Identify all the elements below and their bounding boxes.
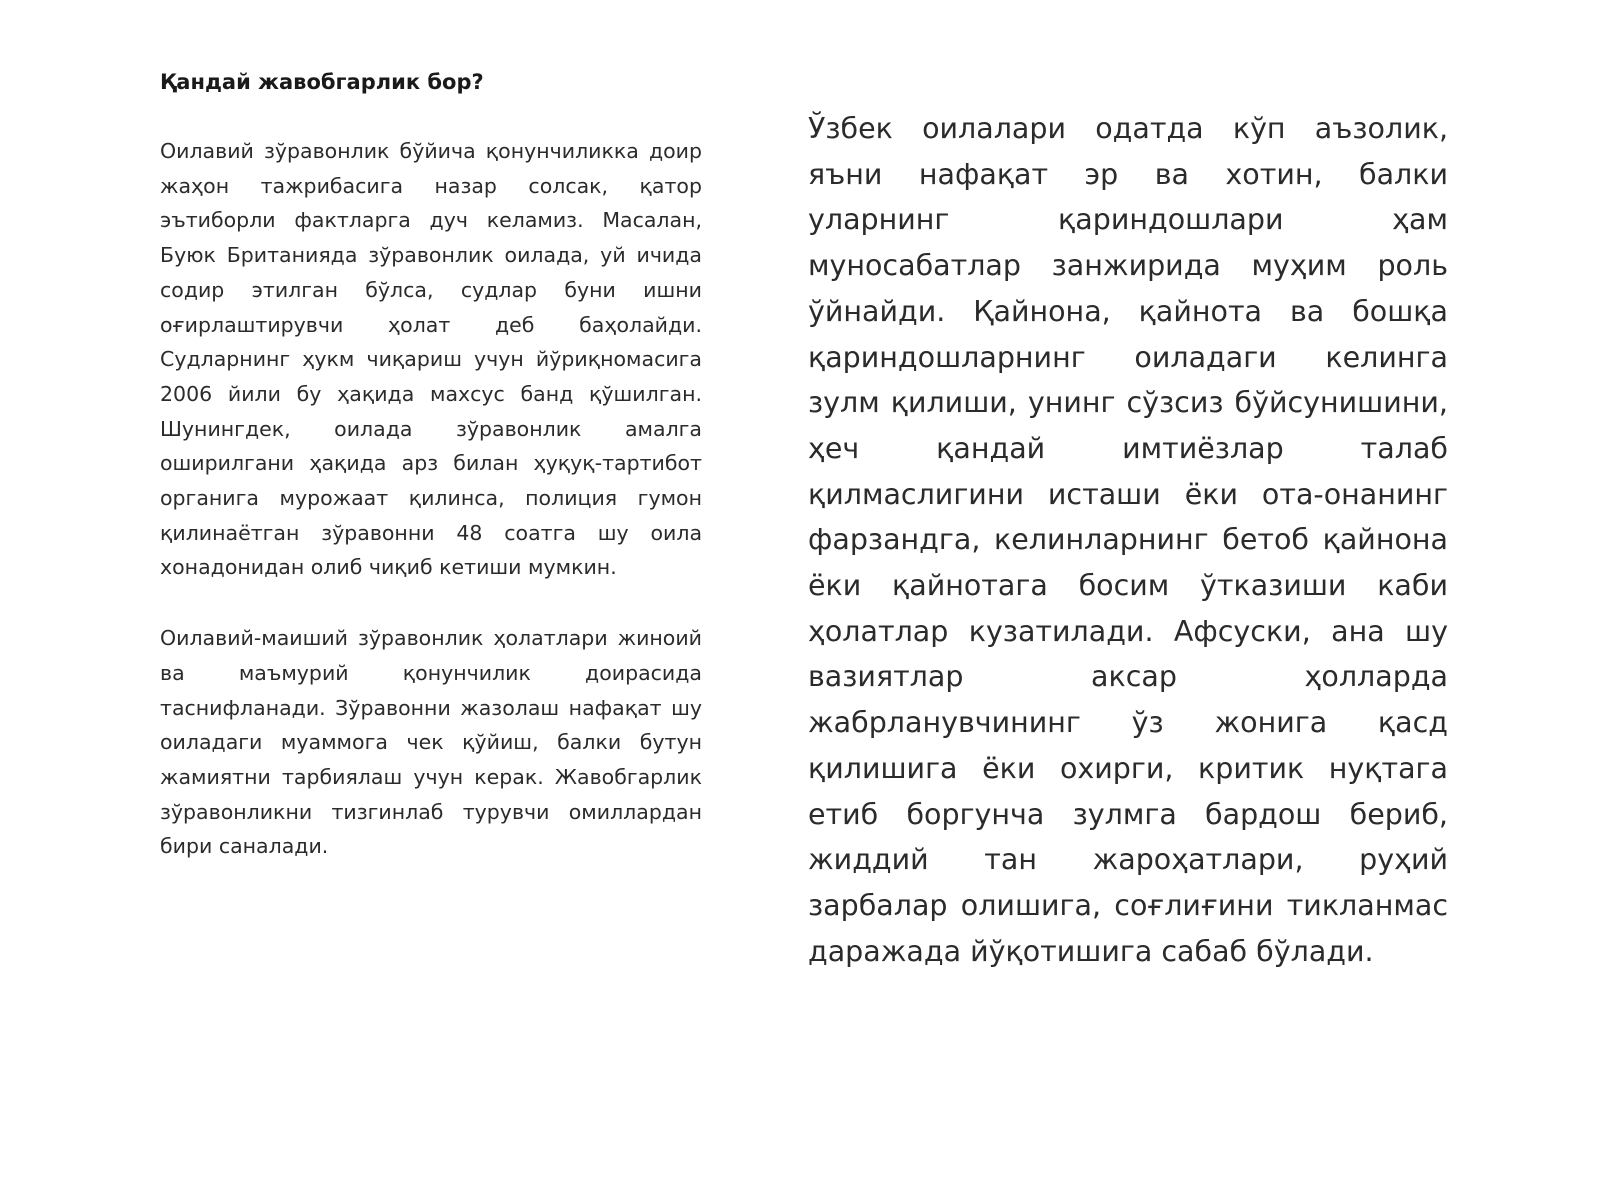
left-paragraph-1: Оилавий зўравонлик бўйича қонунчиликка доир жаҳон тажрибасига назар солсак, қатор эътиборли фактларга дуч келамиз. Масалан, Буюк Британияда зўравонлик оилада, уй ичида содир этилган бўлса, судлар буни ишни оғирлаштирувчи ҳолат деб баҳолайди. Судларнинг ҳукм чиқариш учун йўриқномасига 2006 йили бу ҳақида махсус банд қўшилган. Шунингдек, оилада зўравонлик амалга оширилгани ҳақида арз билан ҳуқуқ-тартибот органига мурожаат қилинса, полиция гумон қилинаётган зўравонни 48 соатга шу оила хонадонидан олиб чиқиб кетиши мумкин. xyxy=(160,139,702,580)
left-paragraph-2: Оилавий-маиший зўравонлик ҳолатлари жиноий ва маъмурий қонунчилик доирасида таснифланади. Зўравонни жазолаш нафақат шу оиладаги муаммога чек қўйиш, балки бутун жамиятни тарбиялаш учун керак. Жавобгарлик зўравонликни тизгинлаб турувчи омиллардан бири саналади. xyxy=(160,626,702,859)
right-paragraph: Ўзбек оилалари одатда кўп аъзолик, яъни нафақат эр ва хотин, балки уларнинг қариндошлари ҳам муносабатлар занжирида муҳим роль ўйнайди. Қайнона, қайнота ва бошқа қариндошларнинг оиладаги келинга зулм қилиши, унинг сўзсиз бўйсунишини, ҳеч қандай имтиёзлар талаб қилмаслигини исташи ёки ота-онанинг фарзандга, келинларнинг бетоб қайнона ёки қайнотага босим ўтказиши каби ҳолатлар кузатилади. Афсуски, ана шу вазиятлар аксар ҳолларда жабрланувчининг ўз жонига қасд қилишига ёки охирги, критик нуқтага етиб боргунча зулмга бардош бериб, жиддий тан жароҳатлари, руҳий зарбалар олишига, соғлиғини тикланмас даражада йўқотишига сабаб бўлади. xyxy=(808,112,1448,968)
left-column xyxy=(160,68,702,900)
section-heading: Қандай жавобгарлик бор? xyxy=(160,70,484,94)
right-column xyxy=(808,106,1448,974)
